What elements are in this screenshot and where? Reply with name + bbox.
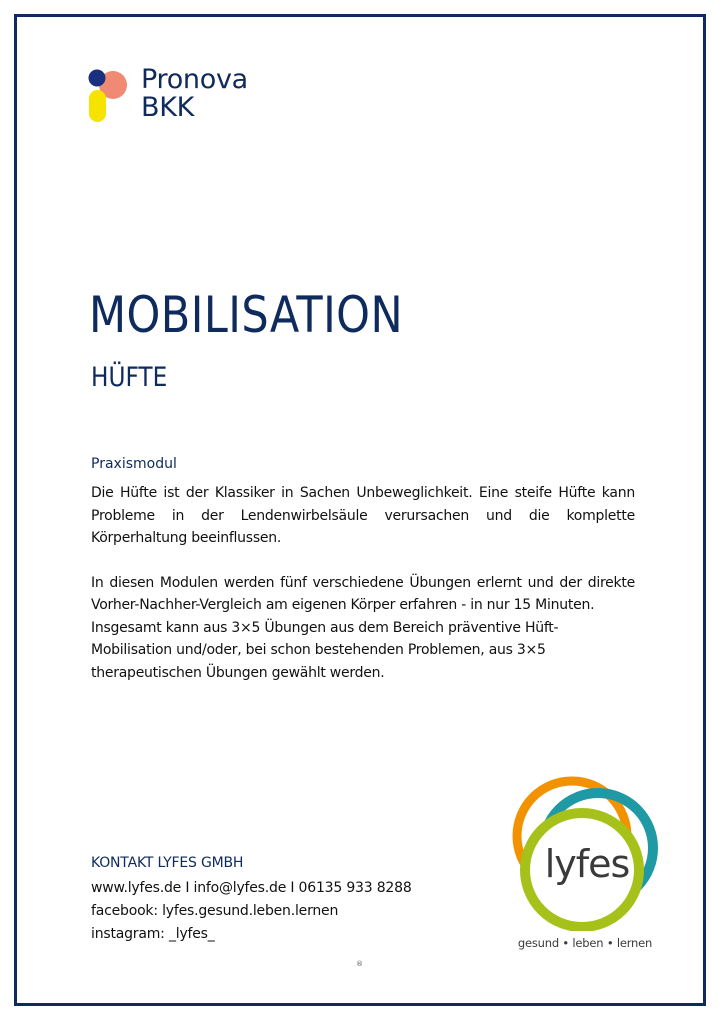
brand-line-2: BKK: [141, 92, 195, 123]
section-label: Praxismodul: [91, 456, 177, 472]
lyfes-wordmark: lyfes: [544, 842, 630, 886]
contact-instagram: instagram: _lyfes_: [91, 926, 215, 942]
pronova-bkk-logo: [86, 66, 276, 128]
pronova-bkk-logo-icon: [86, 66, 130, 128]
paragraph-options: Insgesamt kann aus 3×5 Übungen aus dem Bereich präventive Hüft-Mobilisation und/oder, bei schon bestehenden Problemen, aus 3×5 therapeutischen Übungen gewählt werden.: [91, 619, 559, 681]
contact-web-email-phone: www.lyfes.de I info@lyfes.de I 06135 933 8288: [91, 880, 412, 896]
brand-name: [141, 66, 248, 122]
page-title: MOBILISATION: [89, 286, 404, 344]
lyfes-tagline: gesund • leben • lernen: [517, 936, 653, 950]
contact-block: [91, 852, 412, 946]
contact-facebook: facebook: lyfes.gesund.leben.lernen: [91, 903, 339, 919]
paragraph-modules: In diesen Modulen werden fünf verschiedene Übungen erlernt und der direkte Vorher-Nachher-Vergleich am eigenen Körper erfahren - in nur 15 Minuten.: [91, 574, 635, 613]
contact-heading: KONTAKT LYFES GMBH: [91, 855, 244, 871]
page-subtitle: HÜFTE: [91, 362, 168, 393]
paragraph-intro: Die Hüfte ist der Klassiker in Sachen Unbeweglichkeit. Eine steife Hüfte kann Probleme in der Lendenwirbelsäule verursachen und die komplette Körperhaltung beeinflussen.: [91, 485, 635, 546]
lyfes-logo: [510, 776, 660, 956]
brand-line-1: Pronova: [141, 64, 248, 95]
description: [91, 482, 635, 684]
registered-mark: ®: [356, 960, 363, 968]
